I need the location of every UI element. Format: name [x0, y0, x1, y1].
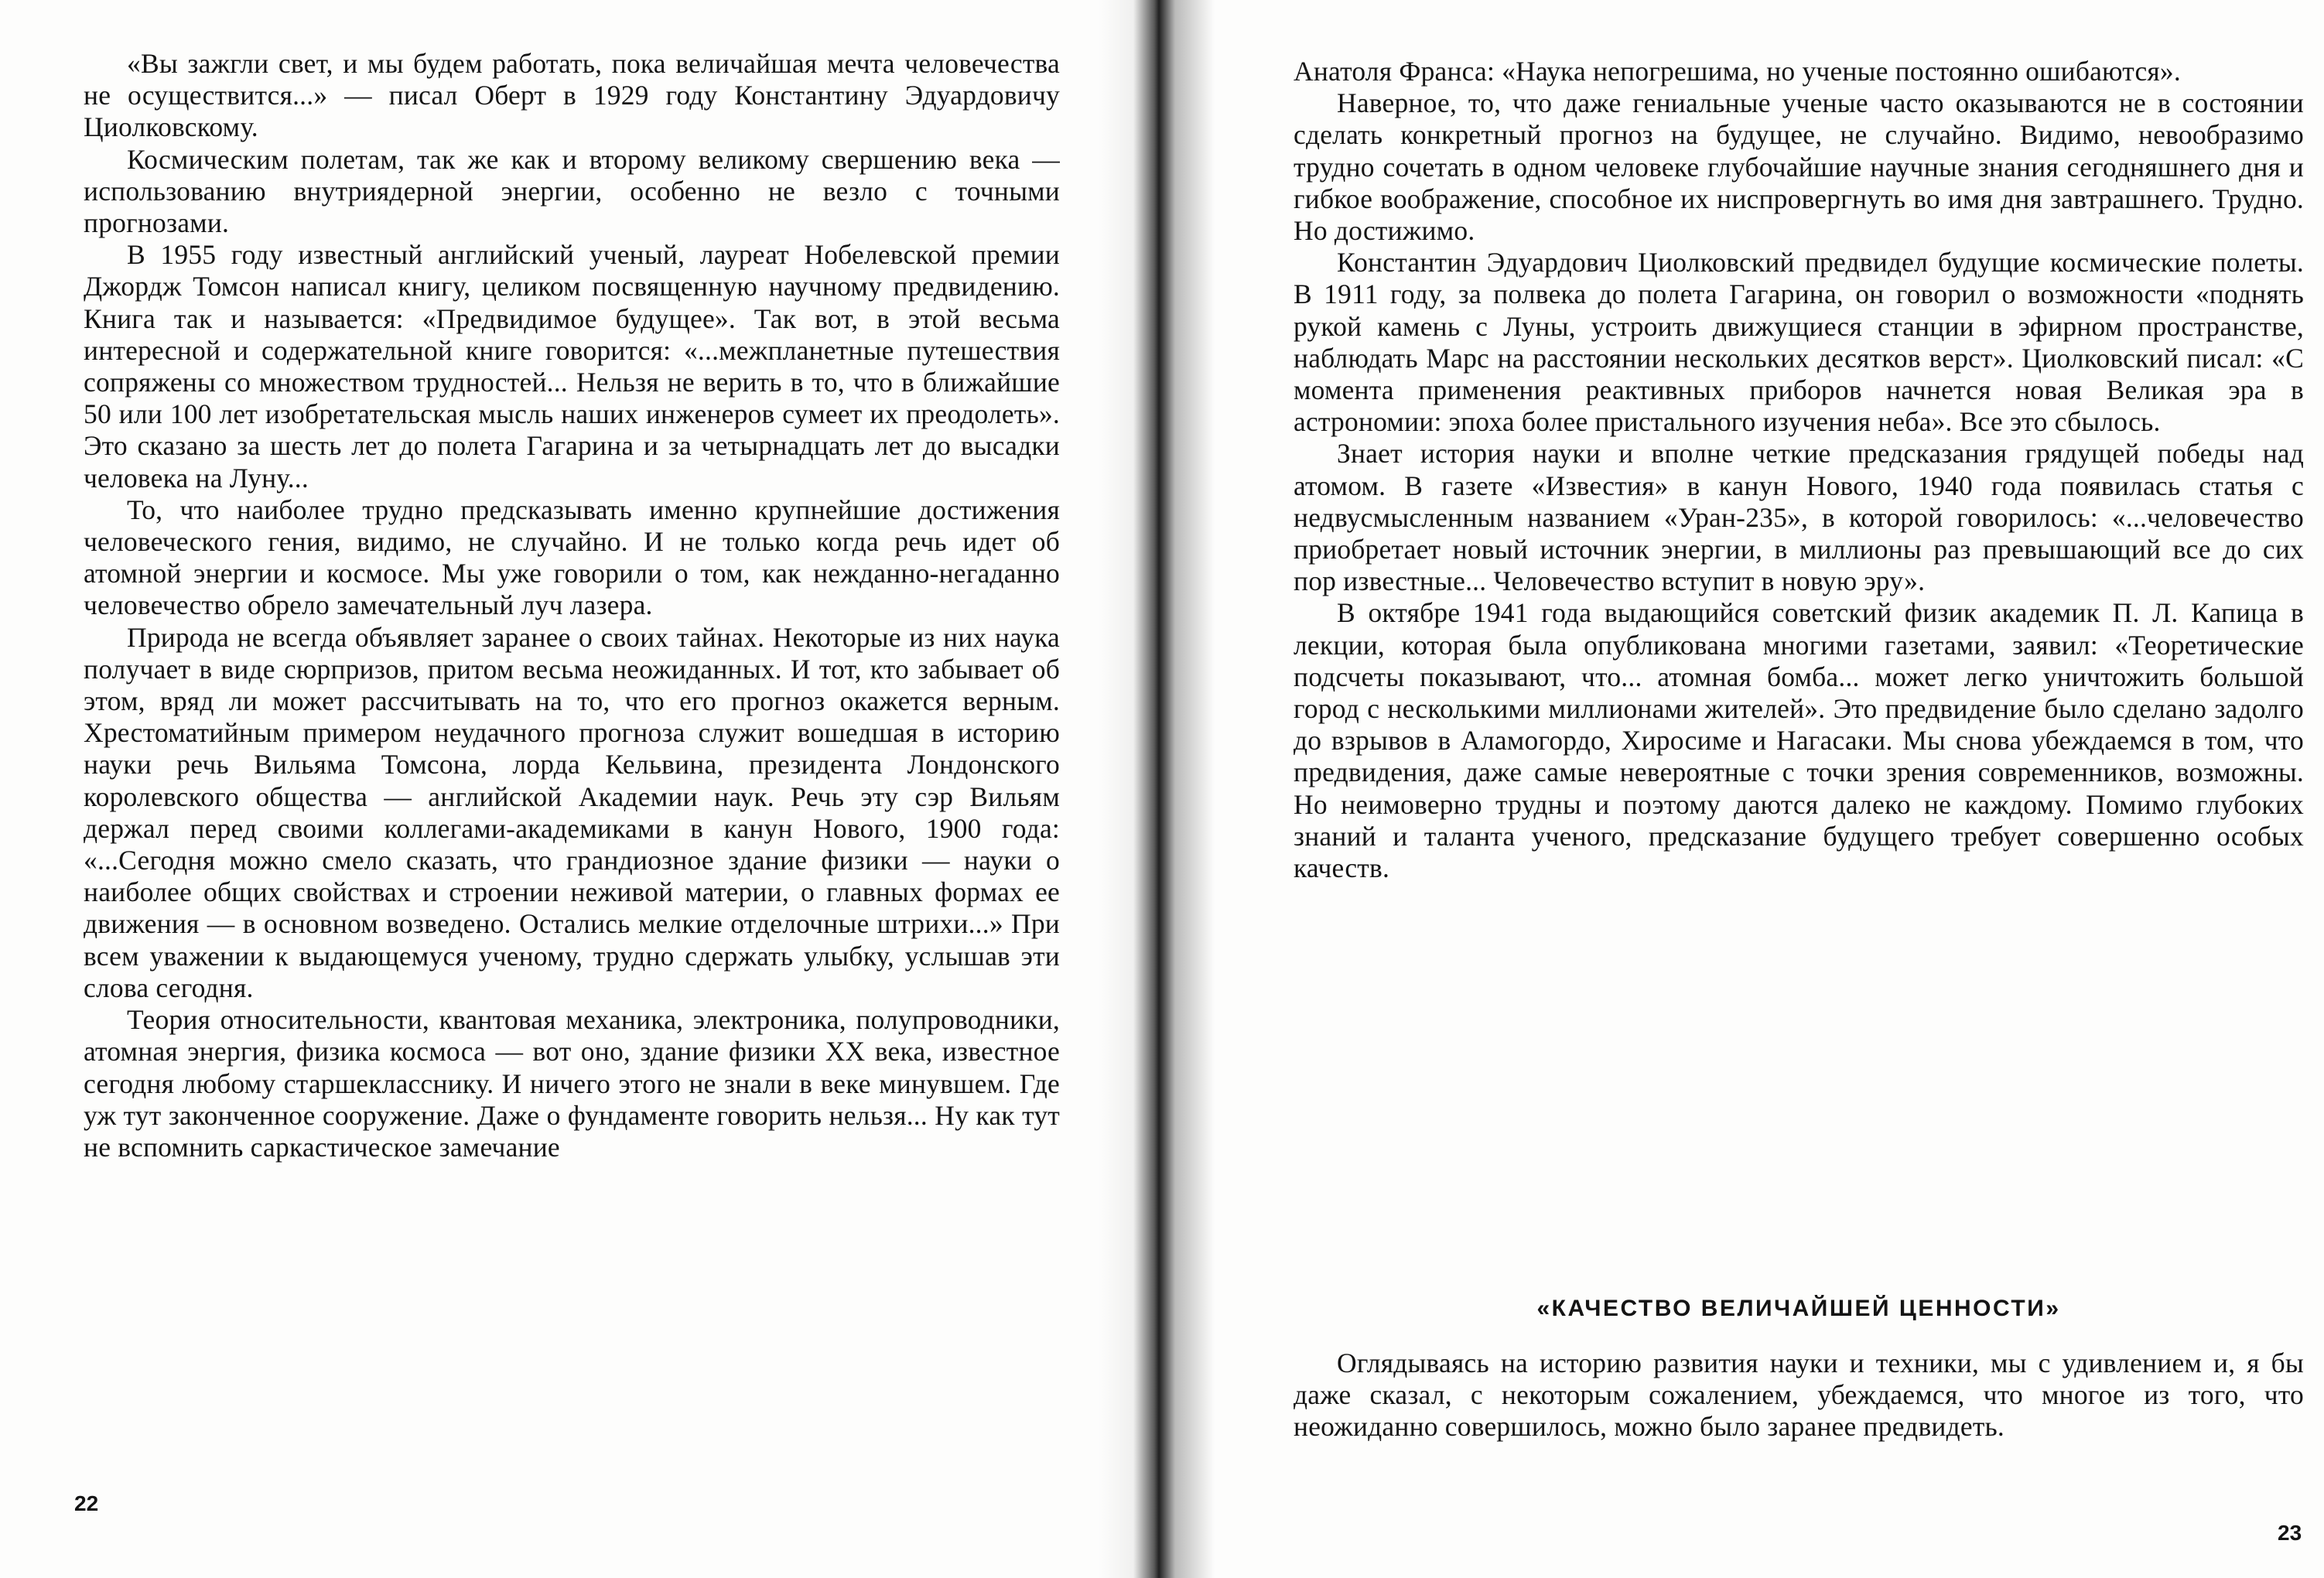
section-heading: «КАЧЕСТВО ВЕЛИЧАЙШЕЙ ЦЕННОСТИ» — [1536, 1296, 2061, 1321]
left-page-body — [84, 48, 1060, 1163]
page-number-right: 23 — [2278, 1521, 2302, 1545]
left-page — [0, 0, 1145, 1578]
paragraph: То, что наиболее трудно предсказывать именно крупнейшие достижения человеческого гения, видимо, не случайно. И не только когда речь идет об атомной энергии и космосе. Мы уже говорили о том, как нежданно-негаданно человечество обрело замечательный луч лазера. — [84, 494, 1060, 621]
right-page-body — [1294, 56, 2304, 884]
paragraph: Теория относительности, квантовая механика, электроника, полупроводники, атомная энергия, физика космоса — вот оно, здание физики XX века, известное сегодня любому старшекласснику. И ничего этого не знали в веке минувшем. Где уж тут законченное сооружение. Даже о фундаменте говорить нельзя... Ну как тут не вспомнить саркастическое замечание — [84, 1004, 1060, 1163]
paragraph: Наверное, то, что даже гениальные ученые часто оказываются не в состоянии сделать конкретный прогноз на будущее, не случайно. Видимо, невообразимо трудно сочетать в одном человеке глубочайшие научные знания сегодняшнего дня и гибкое воображение, способное их ниспровергнуть во имя дня завтрашнего. Трудно. Но достижимо. — [1294, 87, 2304, 247]
section-body — [1294, 1347, 2304, 1443]
paragraph: «Вы зажгли свет, и мы будем работать, пока величайшая мечта человечества не осуществится...» — писал Оберт в 1929 году Константину Эдуардовичу Циолковскому. — [84, 48, 1060, 143]
paragraph: В октябре 1941 года выдающийся советский физик академик П. Л. Капица в лекции, которая была опубликована многими газетами, заявил: «Теоретические подсчеты показывают, что... атомная бомба... может легко уничтожить большой город с несколькими миллионами жителей». Это предвидение было сделано задолго до взрывов в Аламогордо, Хиросиме и Нагасаки. Мы снова убеждаемся в том, что предвидения, даже самые невероятные с точки зрения современников, возможны. Но неимоверно трудны и поэтому даются далеко не каждому. Помимо глубоких знаний и таланта ученого, предсказание будущего требует совершенно особых качеств. — [1294, 597, 2304, 884]
paragraph: В 1955 году известный английский ученый, лауреат Нобелевской премии Джордж Томсон написал книгу, целиком посвященную научному предвидению. Книга так и называется: «Предвидимое будущее». Так вот, в этой весьма интересной и содержательной книге говорится: «...межпланетные путешествия сопряжены со множеством трудностей... Нельзя не верить в то, что в ближайшие 50 или 100 лет изобретательская мысль наших инженеров сумеет их преодолеть». Это сказано за шесть лет до полета Гагарина и за четырнадцать лет до высадки человека на Луну... — [84, 239, 1060, 494]
page-number-left: 22 — [74, 1491, 99, 1515]
paragraph: Оглядываясь на историю развития науки и техники, мы с удивлением и, я бы даже сказал, с некоторым сожалением, убеждаемся, что многое из того, что неожиданно совершилось, можно было заранее предвидеть. — [1294, 1347, 2304, 1443]
paragraph: Знает история науки и вполне четкие предсказания грядущей победы над атомом. В газете «Известия» в канун Нового, 1940 года появилась статья с недвусмысленным названием «Уран-235», в которой говорилось: «...человечество приобретает новый источник энергии, в миллионы раз превышающий все до сих пор известные... Человечество вступит в новую эру». — [1294, 438, 2304, 597]
paragraph: Анатоля Франса: «Наука непогрешима, но ученые постоянно ошибаются». — [1294, 56, 2181, 87]
paragraph: Природа не всегда объявляет заранее о своих тайнах. Некоторые из них наука получает в виде сюрпризов, притом весьма неожиданных. И тот, кто забывает об этом, вряд ли может рассчитывать на то, что его прогноз окажется верным. Хрестоматийным примером неудачного прогноза служит вошедшая в историю науки речь Вильяма Томсона, лорда Кельвина, президента Лондонского королевского общества — английской Академии наук. Речь эту сэр Вильям держал перед своими коллегами-академиками в канун Нового, 1900 года: «...Сегодня можно смело сказать, что грандиозное здание физики — науки о наиболее общих свойствах и строении неживой материи, о главных формах ее движения — в основном возведено. Остались мелкие отделочные штрихи...» При всем уважении к выдающемуся ученому, трудно сдержать улыбку, услышав эти слова сегодня. — [84, 621, 1060, 1003]
right-page — [1179, 0, 2324, 1578]
paragraph: Космическим полетам, так же как и второму великому свершению века — использованию внутриядерной энергии, особенно не везло с точными прогнозами. — [84, 143, 1060, 239]
paragraph: Константин Эдуардович Циолковский предвидел будущие космические полеты. В 1911 году, за полвека до полета Гагарина, он говорил о возможности «поднять рукой камень с Луны, устроить движущиеся станции в эфирном пространстве, наблюдать Марс на расстоянии нескольких десятков верст». Циолковский писал: «С момента применения реактивных приборов начнется новая Великая эра в астрономии: эпоха более пристального изучения неба». Все это сбылось. — [1294, 247, 2304, 438]
